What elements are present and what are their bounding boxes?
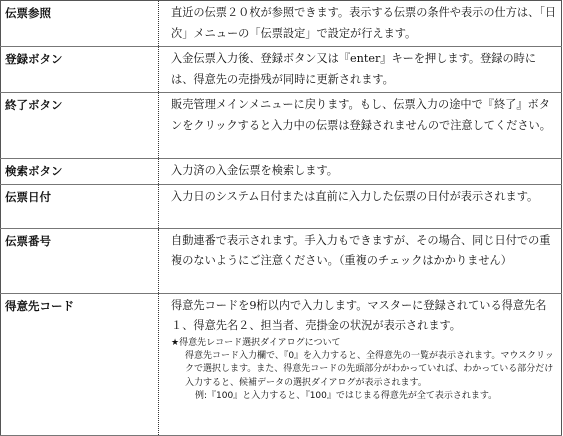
term-register-button: 登録ボタン [1, 47, 159, 93]
desc-customer-code-cell [159, 293, 562, 435]
table-row [1, 47, 562, 93]
term-customer-code: 得意先コード [1, 293, 159, 435]
table-row [1, 293, 562, 435]
desc-voucher-number: 自動連番で表示されます。手入力もできますが、その場合、同じ日付での重複のないようにご注意ください。（重複のチェックはかかりません） [159, 228, 562, 293]
term-voucher-date: 伝票日付 [1, 184, 159, 228]
table-row [1, 228, 562, 293]
desc-search-button: 入力済の入金伝票を検索します。 [159, 159, 562, 185]
note-heading: ★得意先レコード選択ダイアログについて [171, 337, 341, 348]
desc-voucher-reference: 直近の伝票２０枚が参照できます。表示する伝票の条件や表示の仕方は、「日次」メニューの「伝票設定」で設定が行えます。 [159, 1, 562, 47]
term-exit-button: 終了ボタン [1, 93, 159, 159]
desc-customer-code: 得意先コードを9桁以内で入力します。マスターに登録されている得意先名１、得意先名２、担当者、売掛金の状況が表示されます。 [171, 298, 547, 332]
desc-voucher-date: 入力日のシステム日付または直前に入力した伝票の日付が表示されます。 [159, 184, 562, 228]
table-row [1, 93, 562, 159]
customer-select-dialog-note [171, 337, 557, 404]
table-row [1, 159, 562, 185]
term-search-button: 検索ボタン [1, 159, 159, 185]
note-example: 例:『100』と入力すると、『100』ではじまる得意先が全て表示されます。 [195, 391, 498, 402]
desc-exit-button: 販売管理メインメニューに戻ります。もし、伝票入力の途中で『終了』ボタンをクリックすると入力中の伝票は登録されませんので注意してください。 [159, 93, 562, 159]
desc-register-button: 入金伝票入力後、登録ボタン又は『enter』キーを押します。登録の時には、得意先の売掛残が同時に更新されます。 [159, 47, 562, 93]
term-voucher-number: 伝票番号 [1, 228, 159, 293]
note-body: 得意先コード入力欄で、『0』を入力すると、全得意先の一覧が表示されます。マウスクリックで選択します。また、得意先コードの先頭部分がわかっていれば、わかっている部分だけ入力すると、候補データの選択ダイアログが表示されます。 [185, 350, 554, 388]
table-row [1, 184, 562, 228]
term-voucher-reference: 伝票参照 [1, 1, 159, 47]
table-row [1, 1, 562, 47]
